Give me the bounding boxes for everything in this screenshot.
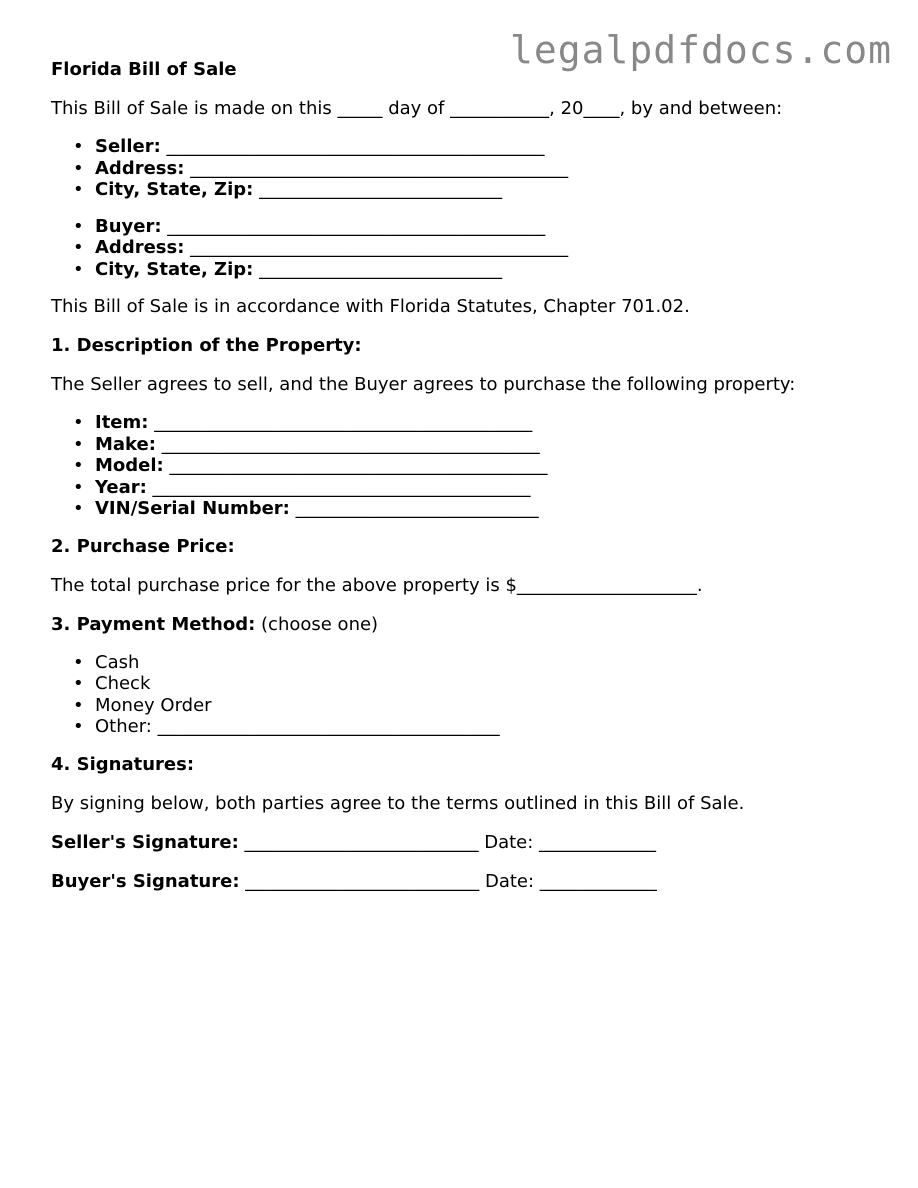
list-item: • Money Order [51, 695, 891, 717]
seller-signature-line [51, 831, 891, 855]
list-item: • Other: ______________________________________ [51, 716, 891, 738]
section-heading: 4. Signatures: [51, 753, 195, 775]
list-item: • Check [51, 673, 891, 695]
field-label: Buyer: [95, 215, 162, 237]
blank-line: __________________________________________ [184, 237, 569, 258]
field-label: Seller: [95, 136, 161, 157]
blank-line: ___________________________ [253, 179, 503, 200]
page-title: Florida Bill of Sale [51, 59, 237, 80]
watermark: legalpdfdocs.com [509, 28, 892, 72]
blank-line: __________________________________________ [161, 215, 546, 237]
section-heading-row [51, 613, 891, 637]
intro-text: This Bill of Sale is made on this _____ day of ___________, 20____, by and between: [51, 98, 783, 119]
section-heading: 2. Purchase Price: [51, 535, 235, 557]
list-item [51, 237, 891, 259]
list-item [51, 158, 891, 180]
field-label: VIN/Serial Number: [95, 498, 290, 519]
blank-line: __________________________________________ [184, 157, 569, 179]
field-label: Item: [95, 412, 149, 433]
list-item: • Cash [51, 652, 891, 674]
signature-blank: __________________________ Date: _____________ [238, 831, 657, 853]
list-item [51, 179, 891, 201]
list-item [51, 434, 891, 456]
blank-line: __________________________________________ [155, 433, 540, 455]
section-heading: 1. Description of the Property: [51, 335, 362, 356]
section-text: The Seller agrees to sell, and the Buyer agrees to purchase the following property: [51, 374, 796, 395]
list-item [51, 259, 891, 281]
buyer-list [51, 216, 891, 281]
signature-blank: __________________________ Date: _____________ [239, 870, 657, 892]
section-text: By signing below, both parties agree to the terms outlined in this Bill of Sale. [51, 792, 745, 814]
section-text: The total purchase price for the above property is $____________________. [51, 574, 703, 596]
seller-list [51, 136, 891, 201]
list-item [51, 136, 891, 158]
section-note: (choose one) [255, 613, 379, 635]
field-label: Address: [95, 157, 185, 179]
blank-line: __________________________________________ [148, 412, 533, 433]
blank-line: __________________________________________ [146, 476, 531, 498]
field-label: Address: [95, 237, 185, 258]
statute-text: This Bill of Sale is in accordance with Florida Statutes, Chapter 701.02. [51, 296, 690, 317]
blank-line: ___________________________ [253, 258, 503, 280]
field-label: Make: [95, 433, 156, 455]
buyer-signature-line [51, 870, 891, 894]
property-list [51, 412, 891, 520]
list-item [51, 216, 891, 238]
field-label: City, State, Zip: [95, 258, 254, 280]
list-item [51, 477, 891, 499]
blank-line: __________________________________________ [160, 136, 545, 157]
field-label: Year: [95, 476, 147, 498]
document-body [51, 58, 891, 894]
field-label: Model: [95, 455, 164, 476]
section-heading: 3. Payment Method: [51, 613, 256, 635]
blank-line: ___________________________ [289, 498, 539, 519]
list-item [51, 498, 891, 520]
payment-list [51, 652, 891, 738]
signature-label: Buyer's Signature: [51, 870, 240, 892]
field-label: City, State, Zip: [95, 179, 254, 200]
list-item [51, 455, 891, 477]
list-item [51, 412, 891, 434]
blank-line: __________________________________________ [163, 455, 548, 476]
signature-label: Seller's Signature: [51, 831, 239, 853]
